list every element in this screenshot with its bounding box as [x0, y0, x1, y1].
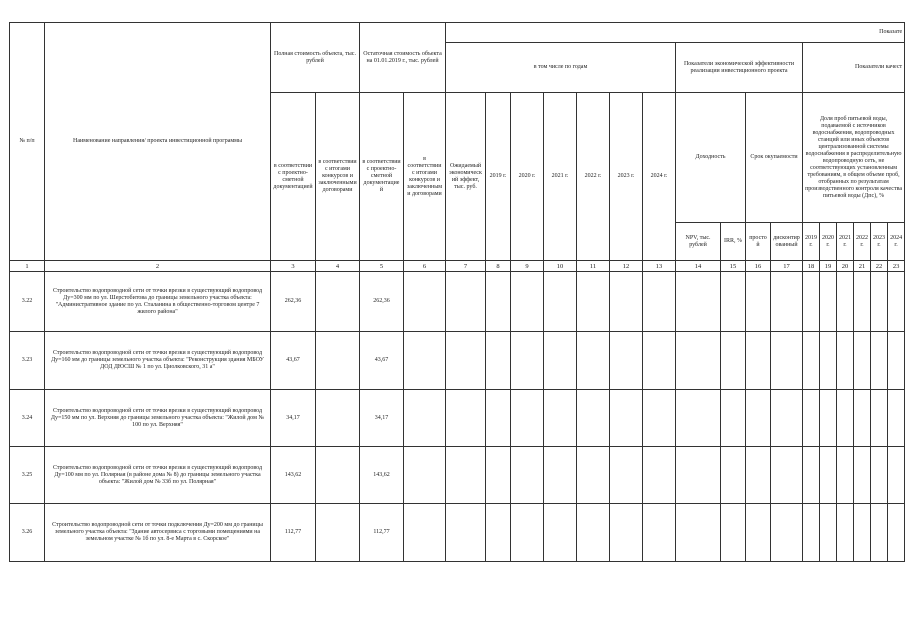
header-by-years: в том числе по годам — [446, 43, 676, 93]
table-row — [10, 332, 905, 390]
col-number: 13 — [643, 261, 676, 272]
col-number: 4 — [316, 261, 360, 272]
header-q-year-2023: 2023 г. — [871, 223, 888, 261]
header-payback: Срок окупаемости — [746, 93, 803, 223]
col-number: 17 — [771, 261, 803, 272]
row-full-cost-design: 112,77 — [271, 504, 316, 562]
header-year-2023: 2023 г. — [610, 93, 643, 261]
row-number: 3.25 — [10, 447, 45, 504]
col-number: 11 — [577, 261, 610, 272]
col-number: 16 — [746, 261, 771, 272]
col-number: 7 — [446, 261, 486, 272]
row-residual-cost-design: 112,77 — [360, 504, 404, 562]
col-number: 14 — [676, 261, 721, 272]
header-year-2024: 2024 г. — [643, 93, 676, 261]
row-project-name: Строительство водопроводной сети от точки врезки в существующий водопровод Ду=150 мм по ул. Верхняя до границы земельного участка объекта: "Жилой дом № 100 по ул. Верхняя" — [45, 390, 271, 447]
table-row — [10, 504, 905, 562]
column-number-row — [10, 261, 905, 272]
header-q-year-2024: 2024 г. — [888, 223, 905, 261]
row-number: 3.22 — [10, 272, 45, 332]
col-number: 18 — [803, 261, 820, 272]
row-residual-cost-design: 43,67 — [360, 332, 404, 390]
row-full-cost-design: 143,62 — [271, 447, 316, 504]
col-number: 1 — [10, 261, 45, 272]
header-irr: IRR, % — [721, 223, 746, 261]
col-number: 10 — [544, 261, 577, 272]
header-full-cost: Полная стоимость объекта, тыс. рублей — [271, 23, 360, 93]
header-q-year-2021: 2021 г. — [837, 223, 854, 261]
header-discounted: дисконтированный — [771, 223, 803, 261]
header-q-year-2022: 2022 г. — [854, 223, 871, 261]
col-number: 15 — [721, 261, 746, 272]
row-residual-cost-design: 262,36 — [360, 272, 404, 332]
header-share-desc: Доля проб питьевой воды, подаваемой с источников водоснабжения, водопроводных станций или иных объектов централизованной системы водоснабжения в распределительную водопроводную сеть, не соответствующих установленным требованиям, в общем объеме проб, отобранных по результатам производственного контроля качества питьевой воды (Дпс), % — [803, 93, 905, 223]
row-project-name: Строительство водопроводной сети от точки врезки в существующий водопровод Ду=100 мм по ул. Полярная (в районе дома № 8) до границы земельного участка объекта: "Жилой дом № 33б по ул. Полярная" — [45, 447, 271, 504]
col-number: 5 — [360, 261, 404, 272]
row-number: 3.26 — [10, 504, 45, 562]
header-simple: простой — [746, 223, 771, 261]
header-no: № п/п — [10, 23, 45, 261]
col-number: 21 — [854, 261, 871, 272]
row-full-cost-design: 262,36 — [271, 272, 316, 332]
header-year-2020: 2020 г. — [511, 93, 544, 261]
header-res-design: в соответствии с проектно-сметной документацией — [360, 93, 404, 261]
col-number: 19 — [820, 261, 837, 272]
header-profitability: Доходность — [676, 93, 746, 223]
header-full-tender: в соответствии с итогами конкурсов и заключенными договорами — [316, 93, 360, 261]
col-number: 9 — [511, 261, 544, 272]
col-number: 2 — [45, 261, 271, 272]
header-full-design: в соответствии с проектно-сметной документацией — [271, 93, 316, 261]
header-quality: Показатели качест — [803, 43, 905, 93]
row-residual-cost-design: 34,17 — [360, 390, 404, 447]
table-row — [10, 272, 905, 332]
header-name: Наименование направления/ проекта инвестиционной программы — [45, 23, 271, 261]
investment-program-table — [9, 22, 905, 562]
header-res-tender: в соответствии с итогами конкурсов и заключенными договорами — [404, 93, 446, 261]
header-year-2021: 2021 г. — [544, 93, 577, 261]
table-row — [10, 447, 905, 504]
row-residual-cost-design: 143,62 — [360, 447, 404, 504]
col-number: 23 — [888, 261, 905, 272]
header-year-2019: 2019 г. — [486, 93, 511, 261]
row-number: 3.23 — [10, 332, 45, 390]
table-row — [10, 390, 905, 447]
header-expected-effect: Ожидаемый экономический эффект, тыс. руб. — [446, 93, 486, 261]
row-number: 3.24 — [10, 390, 45, 447]
header-residual-cost: Остаточная стоимость объекта на 01.01.2019 г., тыс. рублей — [360, 23, 446, 93]
header-q-year-2019: 2019 г. — [803, 223, 820, 261]
row-project-name: Строительство водопроводной сети от точки врезки в существующий водопровод Ду=300 мм по ул. Шерстобитова до границы земельного участка объекта: "Административное здание по ул. Сталанина в общественно-торговом центре 7 жилого района" — [45, 272, 271, 332]
row-project-name: Строительство водопроводной сети от точки подключения Ду=200 мм до границы земельного участка объекта: "Здание автосервиса с торговыми помещениями на земельном участке № 1б по ул. 8-е Марта в с. Скорское" — [45, 504, 271, 562]
header-npv: NPV, тыс. рублей — [676, 223, 721, 261]
header-indicators: Показате — [446, 23, 905, 43]
row-full-cost-design: 43,67 — [271, 332, 316, 390]
col-number: 6 — [404, 261, 446, 272]
col-number: 22 — [871, 261, 888, 272]
header-q-year-2020: 2020 г. — [820, 223, 837, 261]
header-econ-efficiency: Показатели экономической эффективности реализации инвестиционного проекта — [676, 43, 803, 93]
col-number: 12 — [610, 261, 643, 272]
col-number: 3 — [271, 261, 316, 272]
row-project-name: Строительство водопроводной сети от точки врезки в существующий водопровод Ду=160 мм до границы земельного участка объекта: "Реконструкция здания МБОУ ДОД ДЮСШ № 1 по ул. Циолковского, 31 а" — [45, 332, 271, 390]
header-year-2022: 2022 г. — [577, 93, 610, 261]
col-number: 8 — [486, 261, 511, 272]
row-full-cost-design: 34,17 — [271, 390, 316, 447]
col-number: 20 — [837, 261, 854, 272]
